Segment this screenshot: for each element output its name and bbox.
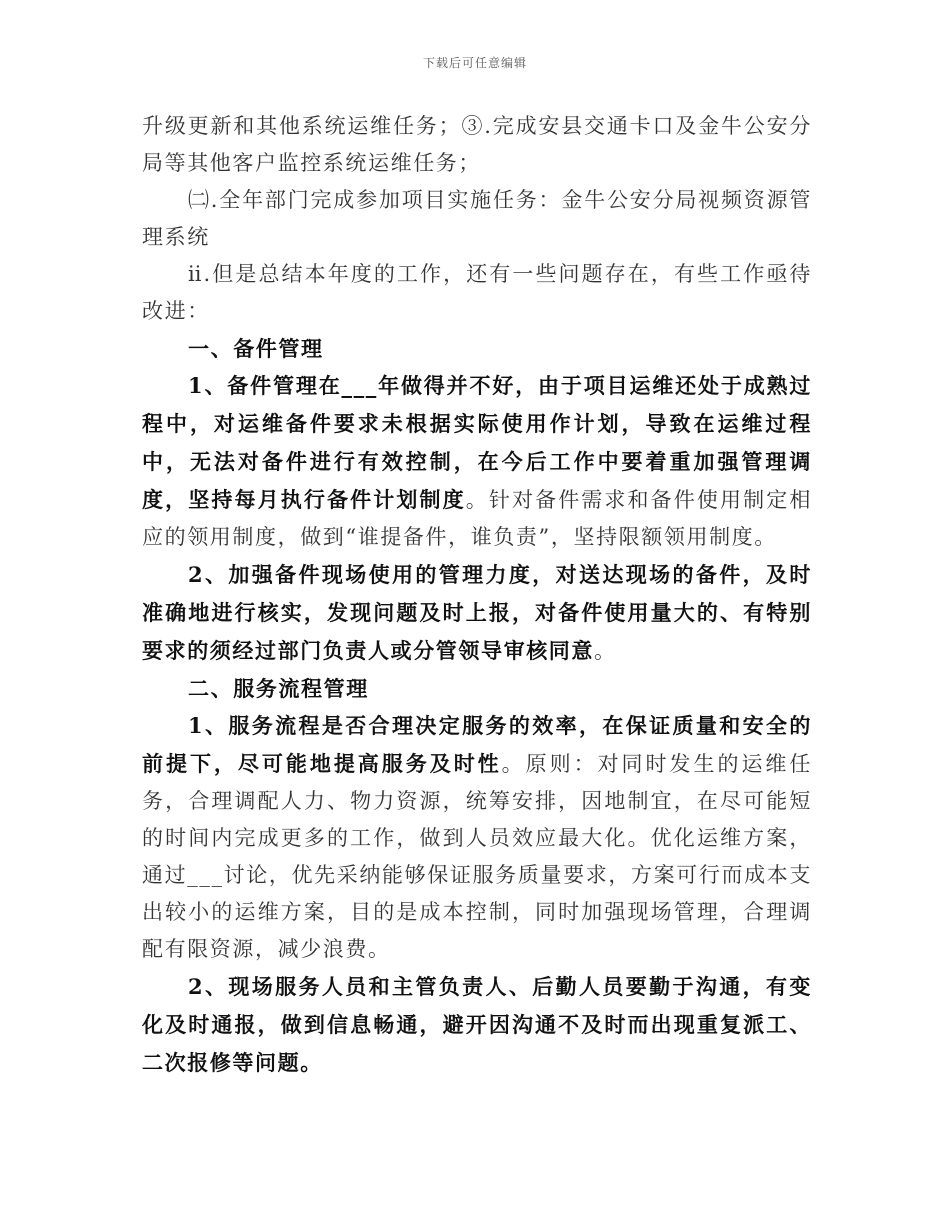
section-heading-spare-parts: 一、备件管理 bbox=[188, 336, 324, 361]
paragraph-bold-lead: 1、备件管理在___年做得并不好，由于项目运维还处于成熟过程中，对运维备件要求未根据实际使用作计划，导致在运维过程中，无法对备件进行有效控制，在今后工作中要着重加强管理调度，坚持每月执行备件计划制度 bbox=[142, 373, 812, 512]
paragraph-normal-text: 。针对备件需求和备件使用制定相应的领用制度，做到“谁提备件，谁负责”，坚持限额领用制度。 bbox=[142, 488, 812, 549]
document-body bbox=[142, 108, 812, 1082]
paragraph-service-process-1 bbox=[142, 707, 812, 968]
paragraph-service-process-2 bbox=[142, 968, 812, 1082]
paragraph-bold-lead: 2、现场服务人员和主管负责人、后勤人员要勤于沟通，有变化及时通报，做到信息畅通，避开因沟通不及时而出现重复派工、二次报修等问题。 bbox=[142, 974, 812, 1075]
paragraph-spare-parts-2 bbox=[142, 556, 812, 670]
paragraph-spare-parts-1 bbox=[142, 367, 812, 556]
paragraph-problems-intro: ⅱ.但是总结本年度的工作，还有一些问题存在，有些工作亟待改进： bbox=[142, 262, 812, 323]
paragraph-continuation: 升级更新和其他系统运维任务；③.完成安县交通卡口及金牛公安分局等其他客户监控系统运维任务； bbox=[142, 114, 812, 175]
section-heading-service-process: 二、服务流程管理 bbox=[188, 676, 369, 701]
paragraph-bold-lead: 1、服务流程是否合理决定服务的效率，在保证质量和安全的前提下，尽可能地提高服务及时性 bbox=[142, 713, 812, 776]
paragraph-normal-text: 。原则：对同时发生的运维任务，合理调配人力、物力资源，统筹安排，因地制宜，在尽可能短的时间内完成更多的工作，做到人员效应最大化。优化运维方案，通过___讨论，优先采纳能够保证服务质量要求，方案可行而成本支出较小的运维方案，目的是成本控制，同时加强现场管理，合理调配有限资源，减少浪费。 bbox=[142, 752, 812, 961]
paragraph-normal-text: 。 bbox=[594, 639, 617, 663]
paragraph-project-tasks: ㈡.全年部门完成参加项目实施任务：金牛公安分局视频资源管理系统 bbox=[142, 188, 812, 249]
page-header: 下载后可任意编辑 bbox=[422, 56, 527, 70]
paragraph-bold-lead: 2、加强备件现场使用的管理力度，对送达现场的备件，及时准确地进行核实，发现问题及时上报，对备件使用量大的、有特别要求的须经过部门负责人或分管领导审核同意 bbox=[142, 562, 812, 663]
